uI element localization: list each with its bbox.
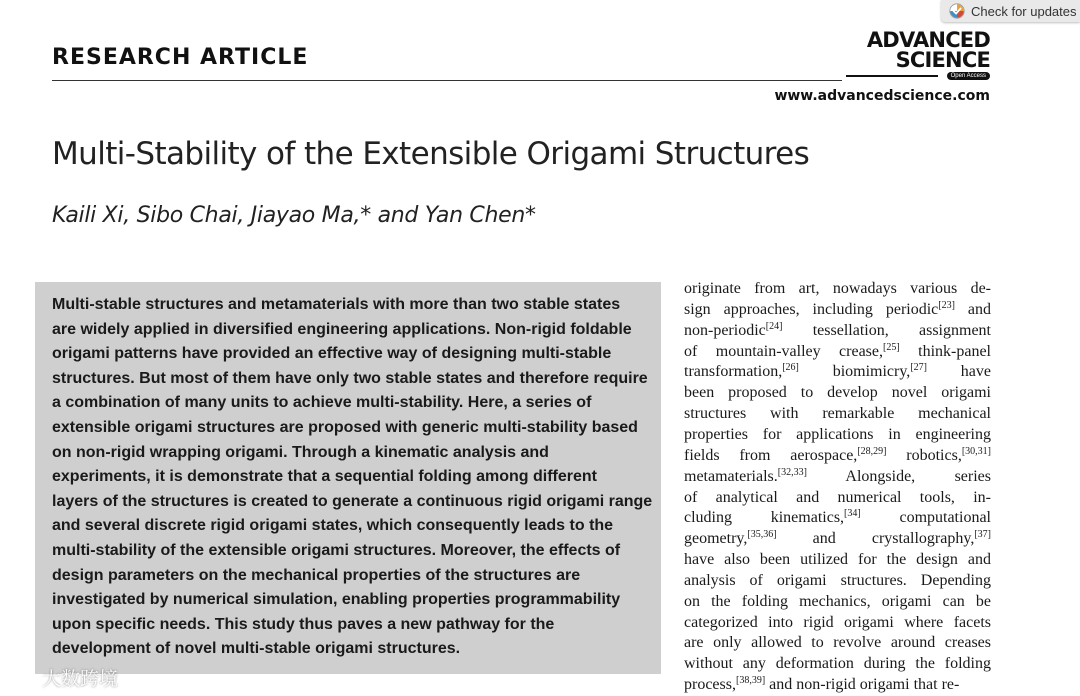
abstract-line: multi-stability of the extensible origami structures. Moreover, the effects of <box>52 542 621 559</box>
abstract-line: extensible origami structures are proposed with generic multi-stability based <box>52 419 638 436</box>
citation-ref[interactable]: [30,31] <box>961 445 991 457</box>
citation-ref[interactable]: [25] <box>883 341 900 353</box>
journal-url[interactable]: www.advancedscience.com <box>774 88 990 104</box>
body-text-line: are only allowed to revolve around creases <box>684 634 991 652</box>
body-text-line: properties for applications in engineering <box>684 425 991 443</box>
crossmark-icon <box>949 3 965 19</box>
citation-ref[interactable]: [38,39] <box>735 675 766 687</box>
header-divider <box>52 80 842 81</box>
body-text-line: non-periodic[24] tessellation, assignment <box>684 320 991 339</box>
body-text-line: on the folding mechanics, origami can be <box>684 592 991 610</box>
citation-ref[interactable]: [35,36] <box>747 529 777 541</box>
body-text-line: been proposed to develop novel origami <box>684 384 991 402</box>
abstract-line: are widely applied in diversified engineering applications. Non-rigid foldable <box>52 320 632 338</box>
body-text-line: transformation,[26] biomimicry,[27] have <box>684 362 991 381</box>
check-for-updates-button[interactable] <box>941 0 1080 22</box>
abstract-line: upon specific needs. This study thus paves a new pathway for the <box>52 615 555 633</box>
article-title: Multi-Stability of the Extensible Origami Structures <box>52 136 810 172</box>
abstract-box <box>35 282 661 674</box>
body-text-line: of analytical and numerical tools, in- <box>684 488 991 506</box>
citation-ref[interactable]: [28,29] <box>857 445 887 457</box>
journal-logo <box>840 28 992 84</box>
citation-ref[interactable]: [32,33] <box>777 466 807 478</box>
journal-logo-line2: SCIENCE <box>895 48 990 72</box>
wechat-logo-icon <box>6 667 36 689</box>
open-access-badge: Open Access <box>947 72 990 80</box>
citation-ref[interactable]: [27] <box>910 362 927 374</box>
abstract-line: Multi-stable structures and metamaterials with more than two stable states <box>52 296 621 313</box>
body-text-line: analysis of origami structures. Depending <box>684 571 991 589</box>
check-for-updates-label: Check for updates <box>971 3 1077 19</box>
body-text-line: categorized into rigid origami where facets <box>684 613 991 631</box>
watermark <box>6 664 118 691</box>
abstract-line: development of novel multi-stable origami structures. <box>52 640 461 658</box>
abstract-line: design parameters on the mechanical properties of the structures are <box>52 566 581 584</box>
body-text-line: sign approaches, including periodic[23] and <box>684 299 991 318</box>
body-text-line: geometry,[35,36] and crystallography,[37] <box>684 529 991 548</box>
body-text-line: without any deformation during the folding <box>684 655 991 673</box>
body-text-line: have also been utilized for the design and <box>684 551 991 569</box>
abstract-line: experiments, it is demonstrate that a sequential folding among different <box>52 468 597 486</box>
citation-ref[interactable]: [24] <box>765 320 783 332</box>
body-text-line: fields from aerospace,[28,29] robotics,[30,31] <box>684 445 991 464</box>
citation-ref[interactable]: [34] <box>844 508 861 520</box>
citation-ref[interactable]: [26] <box>782 362 799 374</box>
abstract-line: structures. But most of them have only two stable states and therefore require <box>52 369 648 387</box>
body-text-line: metamaterials.[32,33] Alongside, series <box>684 466 991 485</box>
journal-logo-rule <box>846 75 938 77</box>
watermark-text: 大数跨境 <box>42 668 119 690</box>
abstract-line: and several discrete rigid origami states, which consequently leads to the <box>52 517 614 535</box>
body-text-line: process,[38,39] and non-rigid origami that re- <box>684 675 960 694</box>
body-text-line: cluding kinematics,[34] computational <box>684 508 991 527</box>
body-text-line: of mountain-valley crease,[25] think-panel <box>684 341 991 360</box>
journal-logo-line1: ADVANCED <box>866 28 990 52</box>
citation-ref[interactable]: [23] <box>938 299 955 311</box>
body-text-line: originate from art, nowadays various de- <box>684 280 991 297</box>
abstract-line: a combination of many units to achieve multi-stability. Here, a series of <box>52 394 592 412</box>
article-type-heading: RESEARCH ARTICLE <box>52 45 309 70</box>
body-text-line: structures with remarkable mechanical <box>684 405 991 423</box>
abstract-line: layers of the structures is created to generate a continuous rigid origami range <box>52 492 653 510</box>
abstract-line: investigated by numerical simulation, enabling properties programmability <box>52 591 621 609</box>
abstract-line: origami patterns have provided an effective way of designing multi-stable <box>52 345 612 363</box>
citation-ref[interactable]: [37] <box>974 529 991 541</box>
author-list: Kaili Xi, Sibo Chai, Jiayao Ma,* and Yan Chen* <box>52 203 536 228</box>
abstract-line: on non-rigid wrapping origami. Through a kinematic analysis and <box>52 443 549 461</box>
